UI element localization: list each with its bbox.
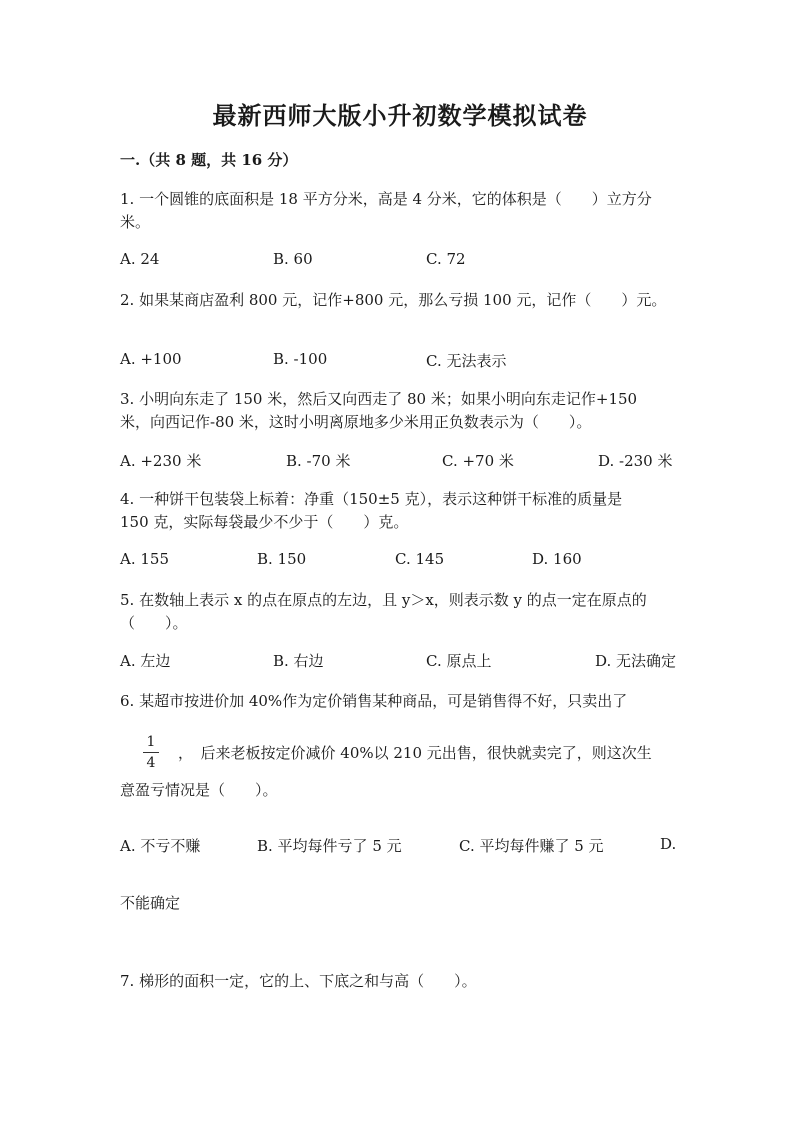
question-5-option-a: A. 左边 [120, 652, 171, 670]
question-2-option-a: A. +100 [120, 350, 182, 368]
question-6-option-d-text: 不能确定 [120, 894, 181, 912]
fraction-denominator: 4 [146, 755, 156, 771]
question-1-text-cont: 米。 [120, 213, 151, 231]
question-2-option-c: C. 无法表示 [426, 352, 507, 370]
question-1-option-a: A. 24 [120, 250, 160, 268]
question-2-text: 2. 如果某商店盈利 800 元，记作+800 元，那么亏损 100 元，记作（ ）元。 [120, 291, 667, 309]
page-title: 最新西师大版小升初数学模拟试卷 [212, 101, 588, 130]
question-3-text-cont: 米，向西记作-80 米，这时小明离原地多少米用正负数表示为（ ）。 [120, 413, 592, 431]
question-4-text-cont: 150 克，实际每袋最少不少于（ ）克。 [120, 513, 409, 531]
question-5-text-cont: （ ）。 [120, 614, 188, 632]
question-6-text: 6. 某超市按进价加 40%作为定价销售某种商品，可是销售得不好，只卖出了 [120, 692, 628, 710]
question-6-option-b: B. 平均每件亏了 5 元 [257, 837, 402, 855]
section-heading: 一.（共 8 题，共 16 分） [120, 151, 298, 169]
fraction-numerator: 1 [146, 734, 156, 750]
question-1-option-c: C. 72 [426, 250, 466, 268]
question-5-option-c: C. 原点上 [426, 652, 492, 670]
question-3-option-c: C. +70 米 [442, 452, 514, 470]
question-6-text-cont: ， 后来老板按定价减价 40%以 210 元出售，很快就卖完了，则这次生 [178, 744, 652, 762]
question-6-option-a: A. 不亏不赚 [120, 837, 201, 855]
question-1-option-b: B. 60 [273, 250, 313, 268]
fraction-bar [143, 752, 159, 753]
question-4-option-c: C. 145 [395, 550, 445, 568]
question-1-text: 1. 一个圆锥的底面积是 18 平方分米，高是 4 分米，它的体积是（ ）立方分 [120, 190, 652, 208]
question-4-option-a: A. 155 [120, 550, 169, 568]
question-4-option-d: D. 160 [532, 550, 582, 568]
question-4-option-b: B. 150 [257, 550, 307, 568]
fraction-one-quarter [143, 733, 159, 772]
question-6-text-cont-2: 意盈亏情况是（ ）。 [120, 781, 278, 799]
question-3-text: 3. 小明向东走了 150 米，然后又向西走了 80 米；如果小明向东走记作+150 [120, 390, 638, 408]
question-3-option-a: A. +230 米 [120, 452, 202, 470]
question-7-text: 7. 梯形的面积一定，它的上、下底之和与高（ ）。 [120, 972, 477, 990]
question-6-option-c: C. 平均每件赚了 5 元 [459, 837, 604, 855]
question-3-option-d: D. -230 米 [598, 452, 673, 470]
question-2-option-b: B. -100 [273, 350, 328, 368]
question-3-option-b: B. -70 米 [286, 452, 351, 470]
question-5-text: 5. 在数轴上表示 x 的点在原点的左边，且 y＞x，则表示数 y 的点一定在原点的 [120, 591, 647, 609]
question-6-option-d: D. [660, 835, 677, 853]
question-5-option-d: D. 无法确定 [595, 652, 677, 670]
question-4-text: 4. 一种饼干包装袋上标着：净重（150±5 克），表示这种饼干标准的质量是 [120, 490, 623, 508]
question-5-option-b: B. 右边 [273, 652, 324, 670]
